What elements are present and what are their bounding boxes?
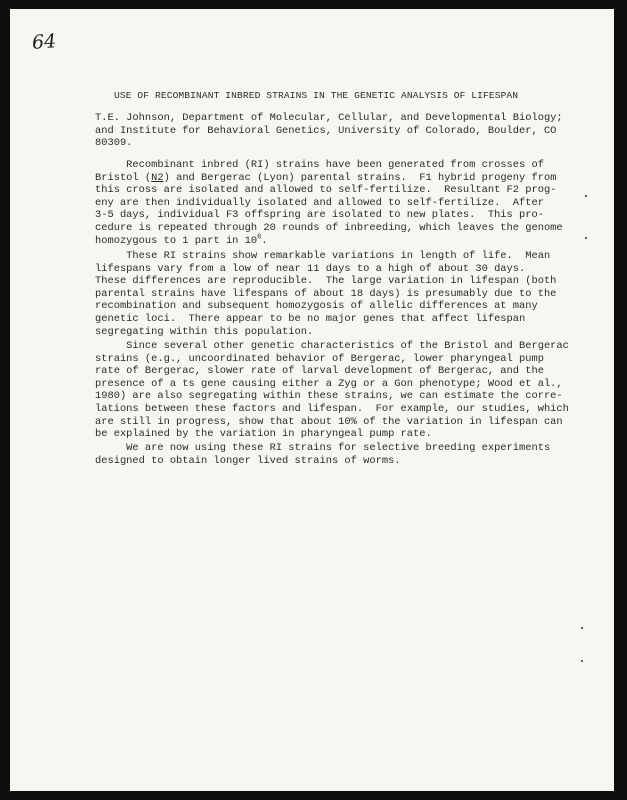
paragraph-genetic-characteristics <box>95 340 569 441</box>
text-line: lifespans vary from a low of near 11 days to a high of about 30 days. <box>95 262 526 275</box>
paragraph-lifespan-variation <box>95 250 556 338</box>
text-line: parental strains have lifespans of about 18 days) is presumably due to the <box>95 287 557 300</box>
text-line: genetic loci. There appear to be no major genes that affect lifespan <box>95 312 526 325</box>
text-line: homozygous to 1 part in 10 <box>95 234 258 247</box>
text-line: recombination and subsequent homozygosis of allelic differences at many <box>95 300 538 313</box>
text-line: lations between these factors and lifespan. For example, our studies, which <box>95 402 569 415</box>
text-line: Since several other genetic characteristics of the Bristol and Bergerac <box>95 340 569 352</box>
text-line: Recombinant inbred (RI) strains have been generated from crosses of <box>95 159 544 171</box>
document-page <box>10 9 614 791</box>
text-line: These differences are reproducible. The large variation in lifespan (both <box>95 275 557 288</box>
margin-dot <box>581 660 583 662</box>
text-line: These RI strains show remarkable variations in length of life. Mean <box>95 250 551 262</box>
text-line: strains (e.g., uncoordinated behavior of Bergerac, lower pharyngeal pump <box>95 352 544 365</box>
text-line: this cross are isolated and allowed to self-fertilize. Resultant F2 prog- <box>95 184 557 197</box>
author-line: 80309. <box>95 137 133 150</box>
handwritten-page-number: 64 <box>31 30 57 54</box>
text-line: 3-5 days, individual F3 offspring are isolated to new plates. This pro- <box>95 209 544 222</box>
margin-dot <box>585 237 587 239</box>
author-line: T.E. Johnson, Department of Molecular, Cellular, and Developmental Biology; <box>95 112 563 124</box>
text-line: presence of a ts gene causing either a Zyg or a Gon phenotype; Wood et al., <box>95 377 563 390</box>
text-line: be explained by the variation in pharyngeal pump rate. <box>95 428 432 441</box>
text-line: rate of Bergerac, slower rate of larval development of Bergerac, and the <box>95 365 544 378</box>
margin-dot <box>581 627 583 629</box>
text-line: 1980) are also segregating within these strains, we can estimate the corre- <box>95 390 563 403</box>
text-line: . <box>261 234 268 247</box>
author-affiliation <box>95 112 563 150</box>
underlined-strain-name: N2 <box>151 171 164 184</box>
text-line: cedure is repeated through 20 rounds of inbreeding, which leaves the genome <box>95 221 563 234</box>
author-line: and Institute for Behavioral Genetics, University of Colorado, Boulder, CO <box>95 124 557 137</box>
paragraph-selective-breeding <box>95 442 550 467</box>
document-title: USE OF RECOMBINANT INBRED STRAINS IN THE GENETIC ANALYSIS OF LIFESPAN <box>114 90 519 101</box>
text-line: We are now using these RI strains for selective breeding experiments <box>95 442 551 454</box>
text-line: designed to obtain longer lived strains of worms. <box>95 454 401 467</box>
text-line: are still in progress, show that about 10% of the variation in lifespan can <box>95 415 563 428</box>
paragraph-ri-strains-method <box>95 159 563 247</box>
superscript-exponent: 6 <box>257 233 262 242</box>
text-line: segregating within this population. <box>95 325 314 338</box>
text-line: ) and Bergerac (Lyon) parental strains. F1 hybrid progeny from <box>163 171 557 184</box>
text-line: Bristol ( <box>95 171 152 184</box>
text-line: eny are then individually isolated and allowed to self-fertilize. After <box>95 196 544 209</box>
margin-dot <box>585 195 587 197</box>
